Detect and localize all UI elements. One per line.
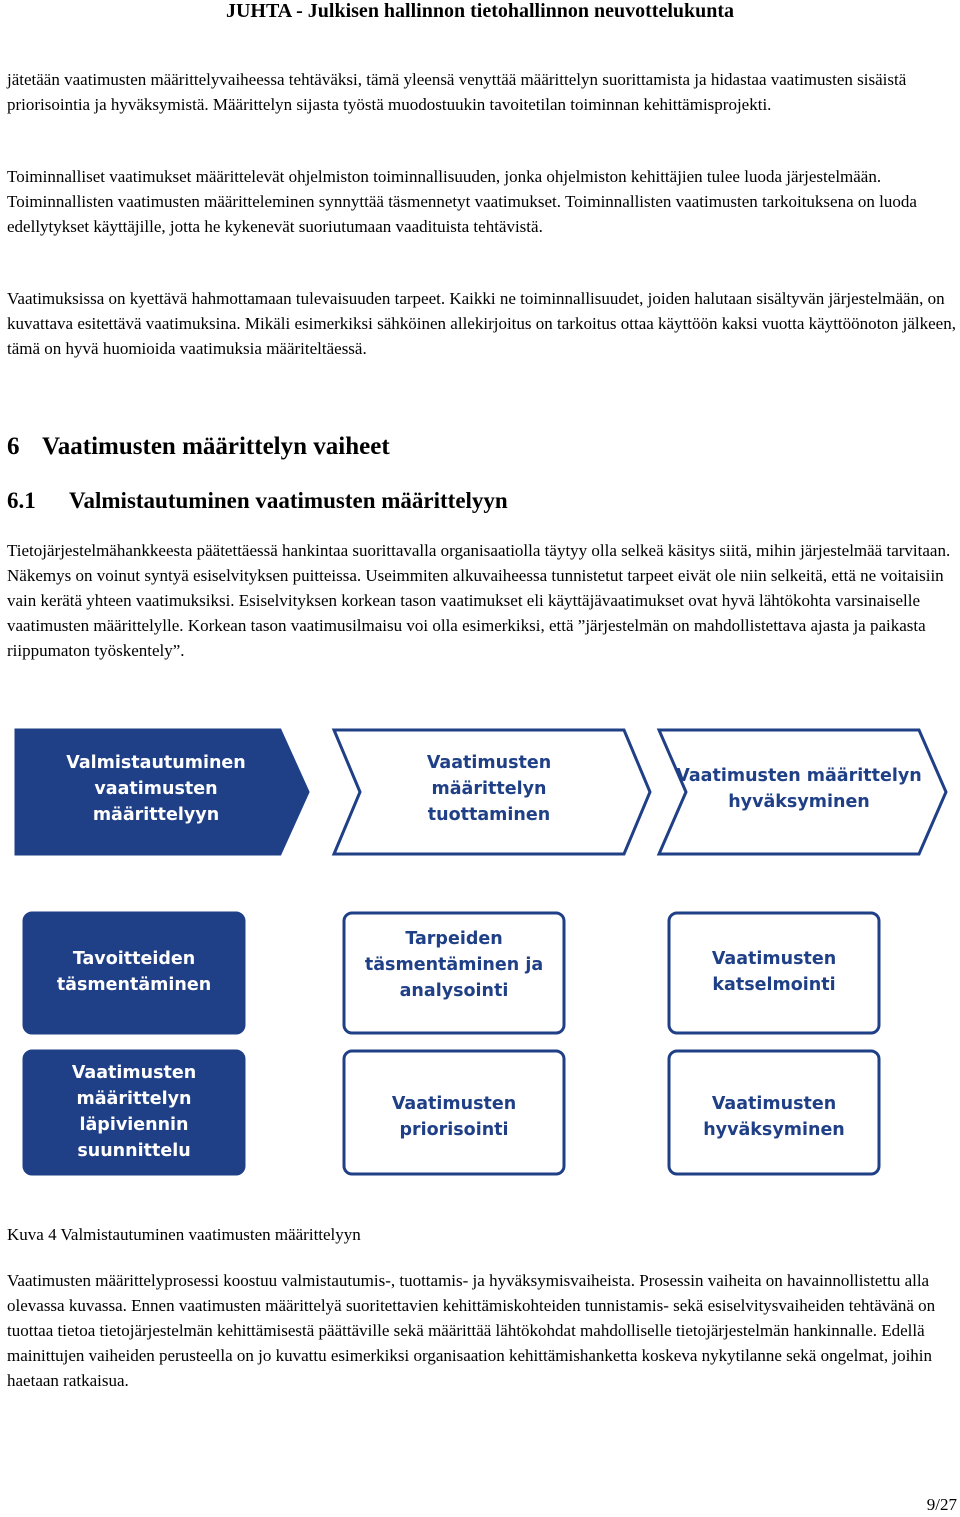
- section-title: Vaatimusten määrittelyn vaiheet: [42, 433, 390, 460]
- subsection-title: Valmistautuminen vaatimusten määrittelyyn: [69, 488, 508, 513]
- paragraph-1: jätetään vaatimusten määrittelyvaiheessa tehtäväksi, tämä yleensä venyttää määrittelyn suorittamista ja hidastaa vaatimusten sisäistä priorisointia ja hyväksymistä. Määrittelyn sijasta työstä muodostuukin tavoitetilan toiminnan kehittämisprojekti.: [7, 70, 907, 114]
- paragraph-2: Toiminnalliset vaatimukset määrittelevät ohjelmiston toiminnallisuuden, jonka ohjelmiston kehittäjien tulee luoda järjestelmään. Toiminnallisten vaatimusten määritteleminen synnyttää täsmennetyt vaatimukset. Toiminnallisten vaatimusten tarkoituksena on luoda edellytykset käyttäjille, jotta he kykenevät suoriutumaan vaadituista tehtävistä.: [7, 167, 917, 236]
- step-6-label: Vaatimusten hyväksyminen: [703, 1094, 845, 1140]
- phase-3-label: Vaatimusten määrittelyn hyväksyminen: [676, 766, 922, 812]
- page-number: 9/27: [926, 1495, 957, 1514]
- paragraph-4: Tietojärjestelmähankkeesta päätettäessä hankintaa suorittavalla organisaatiolla täytyy olla selkeä käsitys siitä, mihin järjestelmää tarvitaan. Näkemys on voinut syntyä esiselvityksen puitteissa. Useimmiten alkuvaiheessa tunnistetut tarpeet eivät ole niin selkeitä, että ne voitaisiin vain kerätä yhteen vaatimuksiksi. Esiselvityksen korkean tason vaatimukset eli käyttäjävaatimukset ovat hyvä lähtökohta varsinaiselle vaatimusten määrittelylle. Korkean tason vaatimusilmaisu voi olla esimerkiksi, että ”järjestelmän on mahdollistettava ajasta ja paikasta riippumaton työskentely”.: [7, 541, 951, 660]
- paragraph-5: Vaatimusten määrittelyprosessi koostuu valmistautumis-, tuottamis- ja hyväksymisvaiheista. Prosessin vaiheita on havainnollistettu alla olevassa kuvassa. Ennen vaatimusten määrittelyä suoritettavien kehittämiskohteiden tunnistamis- sekä esiselvitysvaiheiden tehtävänä on tuottaa tietoa tietojärjestelmän kehittämisestä päättäville sekä määrittää lähtökohdat mahdolliselle tietojärjestelmän hankinnalle. Edellä mainittujen vaiheiden perusteella on jo kuvattu esimerkiksi organisaation kehittämishanketta koskeva nykytilanne sekä ongelmat, joihin haetaan ratkaisua.: [7, 1271, 936, 1390]
- subsection-number: 6.1: [7, 488, 36, 513]
- step-4-label: Vaatimusten määrittelyn läpiviennin suunnittelu: [71, 1063, 197, 1161]
- section-number: 6: [7, 433, 20, 460]
- step-3-label: Vaatimusten katselmointi: [711, 949, 837, 995]
- figure-caption: Kuva 4 Valmistautuminen vaatimusten määrittelyyn: [7, 1225, 361, 1244]
- document-header: JUHTA - Julkisen hallinnon tietohallinnon neuvottelukunta: [225, 0, 735, 22]
- phase-2-label: Vaatimusten määrittelyn tuottaminen: [426, 753, 552, 825]
- step-1-label: Tavoitteiden täsmentäminen: [56, 949, 212, 995]
- section-heading-6: [7, 433, 390, 461]
- step-5-label: Vaatimusten priorisointi: [391, 1094, 517, 1140]
- phase-1-label: Valmistautuminen vaatimusten määrittelyyn: [66, 753, 246, 825]
- process-diagram: [14, 728, 954, 1178]
- subsection-heading-6-1: [7, 488, 508, 514]
- paragraph-3: Vaatimuksissa on kyettävä hahmottamaan tulevaisuuden tarpeet. Kaikki ne toiminnallisuudet, joiden halutaan sisältyvän järjestelmään, on kuvattava esitettävä vaatimuksina. Mikäli esimerkiksi sähköinen allekirjoitus on tarkoitus ottaa käyttöön kaksi vuotta käyttöönoton jälkeen, tämä on hyvä huomioida vaatimuksia määriteltäessä.: [7, 289, 956, 358]
- step-2-label: Tarpeiden täsmentäminen ja analysointi: [364, 929, 544, 1001]
